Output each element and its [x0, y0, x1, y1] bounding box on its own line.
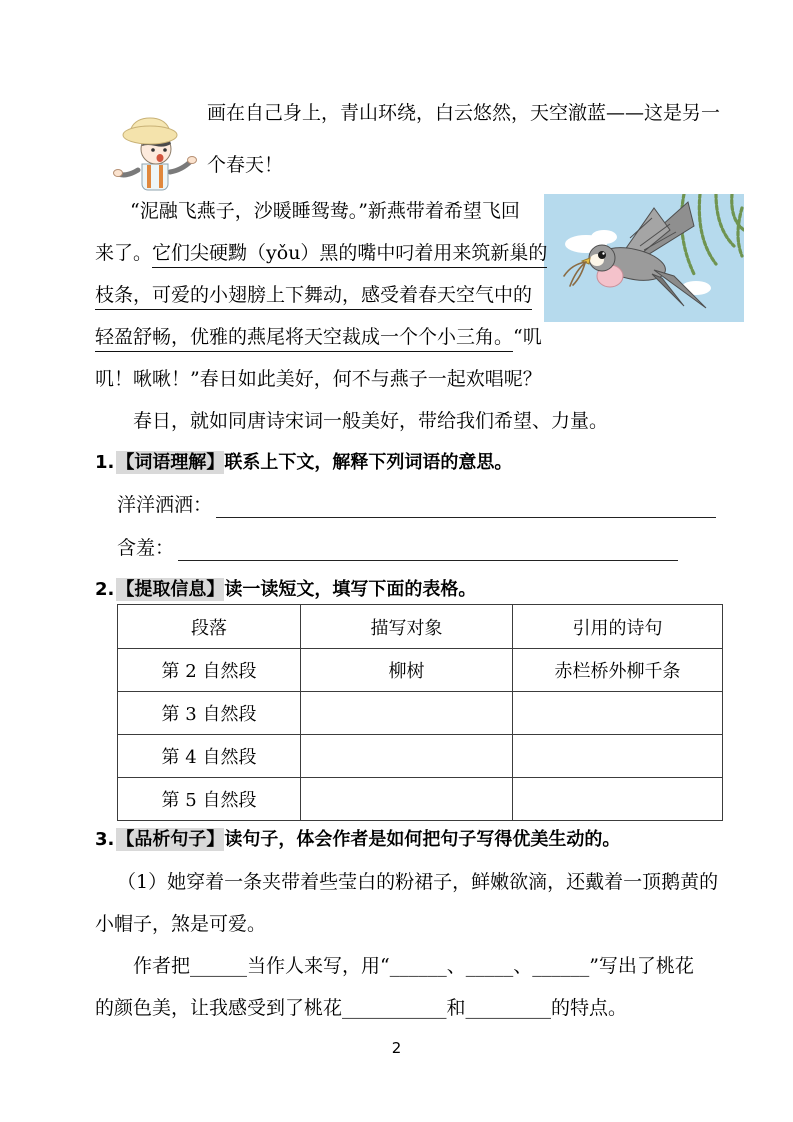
q1-blank-row-1 [117, 492, 716, 518]
table-cell: 第 5 自然段 [118, 778, 301, 821]
intro-line-2: 个春天！ [207, 154, 284, 176]
table-row [118, 649, 723, 692]
table-row [118, 692, 723, 735]
table-cell [513, 778, 723, 821]
table-cell [513, 735, 723, 778]
table-cell: 第 2 自然段 [118, 649, 301, 692]
passage-line-4-underlined: 轻盈舒畅，优雅的燕尾将天空裁成一个个小三角。 [95, 326, 513, 352]
table-cell [301, 692, 513, 735]
intro-line-1: 画在自己身上，青山环绕，白云悠然，天空澈蓝——这是另一 [207, 102, 721, 124]
passage-line-2-underlined: 它们尖硬黝（yǒu）黑的嘴中叼着用来筑新巢的 [152, 242, 547, 268]
q3-sentence-line-2: 小帽子，煞是可爱。 [95, 913, 267, 935]
question-2-number: 2. [95, 579, 115, 600]
passage-line-4-plain: “叽 [513, 326, 542, 348]
question-1-number: 1. [95, 452, 115, 473]
q3-fill-line-2: 的颜色美，让我感受到了桃花___________和_________的特点。 [95, 997, 628, 1019]
table-header-quote: 引用的诗句 [513, 605, 723, 649]
q1-blank-2-label: 含羞： [117, 537, 175, 559]
table-header-paragraph: 段落 [118, 605, 301, 649]
question-2-heading [95, 577, 476, 603]
table-cell [513, 692, 723, 735]
question-1-heading [95, 450, 512, 476]
passage-line-2-plain: 来了。 [95, 242, 153, 264]
question-3-heading [95, 827, 620, 853]
table-header-row [118, 605, 723, 649]
table-header-subject: 描写对象 [301, 605, 513, 649]
q1-blank-row-2 [117, 535, 678, 561]
page-number: 2 [391, 1039, 402, 1057]
table-cell: 赤栏桥外柳千条 [513, 649, 723, 692]
table-cell: 第 3 自然段 [118, 692, 301, 735]
table-cell [301, 735, 513, 778]
passage-line-4 [95, 324, 542, 350]
question-2-tag: 【提取信息】 [116, 579, 225, 600]
q3-fill-line-1: 作者把______当作人来写，用“______、_____、______”写出了桃花 [133, 955, 694, 977]
passage-line-2 [95, 240, 547, 266]
question-3-number: 3. [95, 829, 115, 850]
q1-blank-1-label: 洋洋洒洒： [117, 494, 213, 516]
table-cell [301, 778, 513, 821]
table-row [118, 735, 723, 778]
passage-closing: 春日，就如同唐诗宋词一般美好，带给我们希望、力量。 [133, 410, 609, 432]
passage-line-3-underlined: 枝条，可爱的小翅膀上下舞动，感受着春天空气中的 [95, 284, 532, 310]
passage-line-5: 叽！啾啾！”春日如此美好，何不与燕子一起欢唱呢？ [95, 368, 542, 390]
boy-cartoon-illustration [110, 108, 200, 206]
swallow-illustration [544, 194, 744, 326]
question-2-text: 读一读短文，填写下面的表格。 [224, 579, 477, 600]
info-table [117, 604, 723, 821]
table-cell: 第 4 自然段 [118, 735, 301, 778]
passage-line-1: “泥融飞燕子，沙暖睡鸳鸯。”新燕带着希望飞回 [130, 200, 520, 222]
answer-blank [178, 540, 678, 561]
passage-line-3 [95, 282, 532, 308]
table-row [118, 778, 723, 821]
question-1-tag: 【词语理解】 [116, 452, 225, 473]
answer-blank [216, 497, 716, 518]
question-3-tag: 【品析句子】 [116, 829, 225, 850]
table-cell: 柳树 [301, 649, 513, 692]
q3-sentence-line-1: （1）她穿着一条夹带着些莹白的粉裙子，鲜嫩欲滴，还戴着一顶鹅黄的 [117, 871, 719, 893]
question-1-text: 联系上下文，解释下列词语的意思。 [224, 452, 513, 473]
question-3-text: 读句子，体会作者是如何把句子写得优美生动的。 [224, 829, 621, 850]
